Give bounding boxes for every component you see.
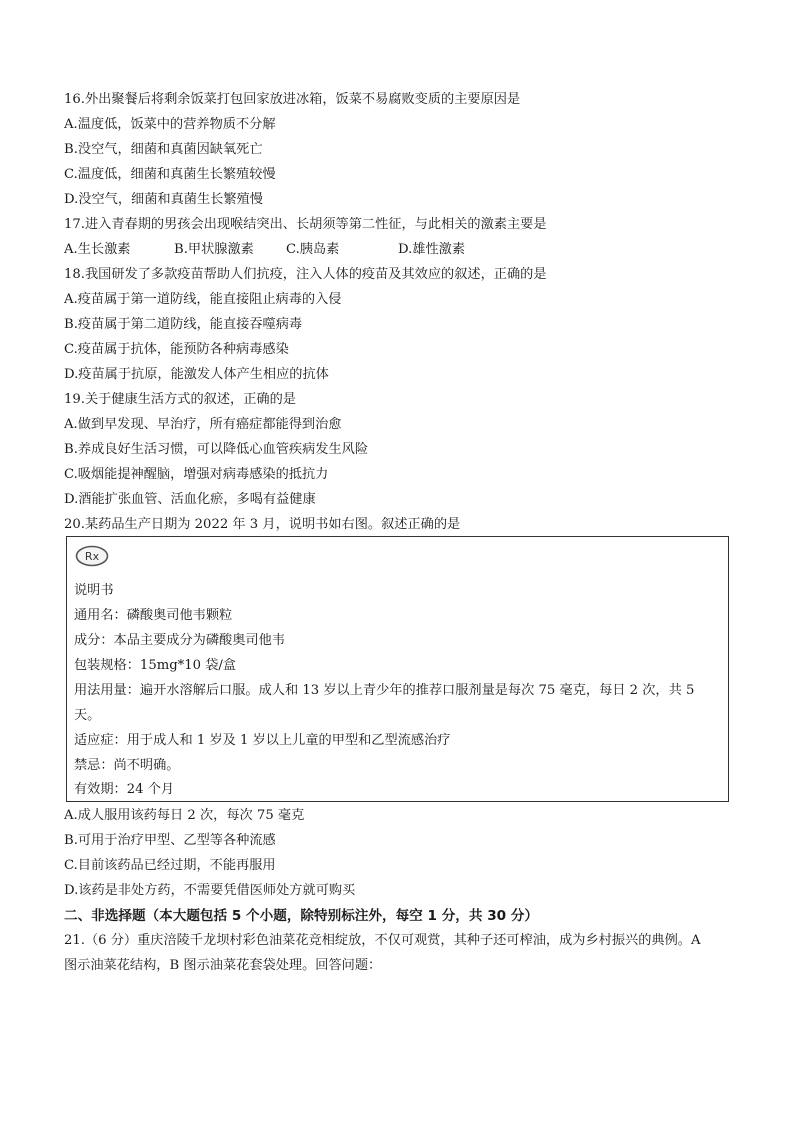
q16-option-c: C.温度低，细菌和真菌生长繁殖较慢 bbox=[64, 167, 276, 182]
leaflet-ingredients: 成分：本品主要成分为磷酸奥司他韦 bbox=[74, 633, 285, 648]
q20-option-b: B.可用于治疗甲型、乙型等各种流感 bbox=[64, 833, 276, 848]
q16-stem: 16.外出聚餐后将剩余饭菜打包回家放进冰箱，饭菜不易腐败变质的主要原因是 bbox=[64, 92, 521, 107]
q20-option-a: A.成人服用该药每日 2 次，每次 75 毫克 bbox=[64, 808, 305, 823]
q16-option-d: D.没空气，细菌和真菌生长繁殖慢 bbox=[64, 192, 263, 207]
q17-option-b: B.甲状腺激素 bbox=[174, 242, 254, 257]
drug-leaflet-box bbox=[66, 536, 729, 802]
q18-stem: 18.我国研发了多款疫苗帮助人们抗疫，注入人体的疫苗及其效应的叙述，正确的是 bbox=[64, 267, 547, 282]
q21-line2: 图示油菜花结构，B 图示油菜花套袋处理。回答问题： bbox=[64, 958, 382, 973]
q21-line1: 21.（6 分）重庆涪陵千龙坝村彩色油菜花竞相绽放，不仅可观赏，其种子还可榨油，成为乡村振兴的典例。A bbox=[64, 933, 701, 948]
leaflet-dosage-line2: 天。 bbox=[74, 708, 101, 723]
q17-option-a: A.生长激素 bbox=[64, 242, 131, 257]
q17-option-c: C.胰岛素 bbox=[286, 242, 340, 257]
q17-option-d: D.雄性激素 bbox=[398, 242, 466, 257]
q19-option-b: B.养成良好生活习惯，可以降低心血管疾病发生风险 bbox=[64, 442, 369, 457]
leaflet-validity: 有效期：24 个月 bbox=[74, 782, 175, 797]
leaflet-indications: 适应症：用于成人和 1 岁及 1 岁以上儿童的甲型和乙型流感治疗 bbox=[74, 733, 451, 748]
q18-option-a: A.疫苗属于第一道防线，能直接阻止病毒的入侵 bbox=[64, 292, 342, 307]
leaflet-generic-name: 通用名：磷酸奥司他韦颗粒 bbox=[74, 608, 233, 623]
q19-option-d: D.酒能扩张血管、活血化瘀，多喝有益健康 bbox=[64, 492, 316, 507]
q19-option-c: C.吸烟能提神醒脑，增强对病毒感染的抵抗力 bbox=[64, 467, 329, 482]
q19-stem: 19.关于健康生活方式的叙述，正确的是 bbox=[64, 392, 296, 407]
q18-option-b: B.疫苗属于第二道防线，能直接吞噬病毒 bbox=[64, 317, 303, 332]
q17-stem: 17.进入青春期的男孩会出现喉结突出、长胡须等第二性征，与此相关的激素主要是 bbox=[64, 217, 547, 232]
section-heading: 二、非选择题（本大题包括 5 个小题，除特别标注外，每空 1 分，共 30 分） bbox=[64, 908, 539, 924]
q19-option-a: A.做到早发现、早治疗，所有癌症都能得到治愈 bbox=[64, 417, 342, 432]
rx-logo-text: Rx bbox=[84, 550, 100, 563]
q18-option-d: D.疫苗属于抗原，能激发人体产生相应的抗体 bbox=[64, 367, 329, 382]
q16-option-b: B.没空气，细菌和真菌因缺氧死亡 bbox=[64, 142, 263, 157]
q20-option-c: C.目前该药品已经过期，不能再服用 bbox=[64, 858, 276, 873]
leaflet-title: 说明书 bbox=[74, 583, 114, 598]
rx-logo-icon bbox=[75, 545, 109, 567]
q20-stem: 20.某药品生产日期为 2022 年 3 月，说明书如右图。叙述正确的是 bbox=[64, 517, 461, 532]
leaflet-dosage-line1: 用法用量：遍开水溶解后口服。成人和 13 岁以上青少年的推荐口服剂量是每次 75 毫克，每日 2 次，共 5 bbox=[74, 683, 695, 698]
q20-option-d: D.该药是非处方药，不需要凭借医师处方就可购买 bbox=[64, 883, 356, 898]
leaflet-contraindications: 禁忌：尚不明确。 bbox=[74, 758, 180, 773]
q16-option-a: A.温度低，饭菜中的营养物质不分解 bbox=[64, 117, 276, 132]
leaflet-package: 包装规格：15mg*10 袋/盒 bbox=[74, 658, 237, 673]
q18-option-c: C.疫苗属于抗体，能预防各种病毒感染 bbox=[64, 342, 289, 357]
